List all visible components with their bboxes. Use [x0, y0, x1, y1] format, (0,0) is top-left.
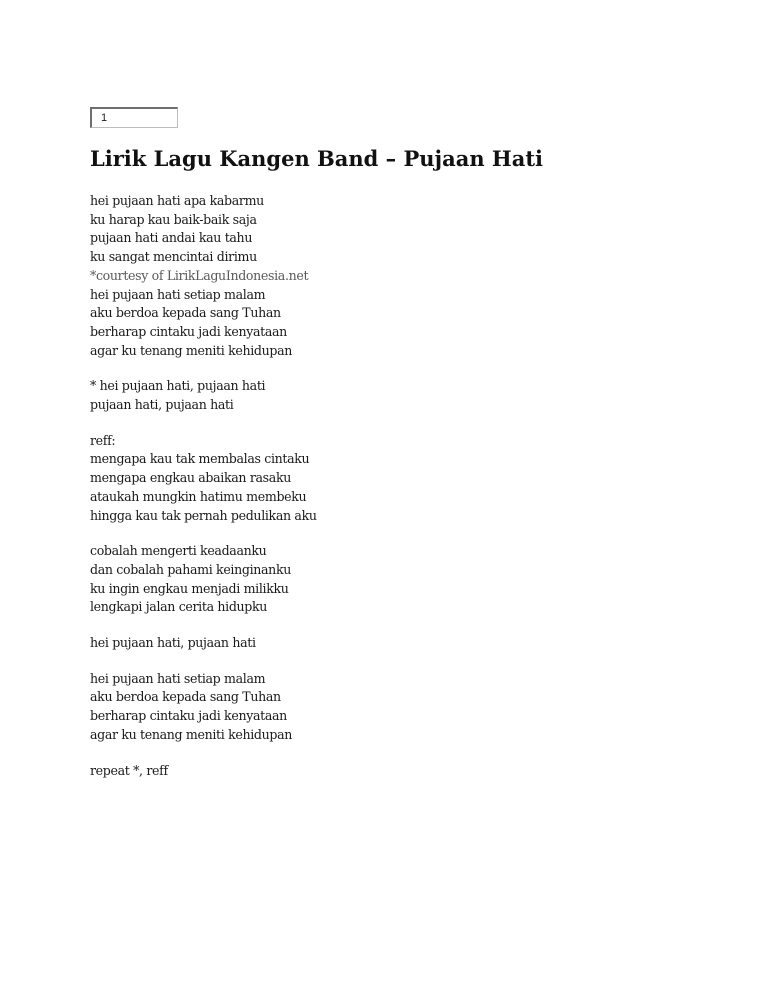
- lyric-line: ku sangat mencintai dirimu: [90, 249, 257, 265]
- lyric-line: mengapa kau tak membalas cintaku: [90, 451, 310, 467]
- lyric-line: hei pujaan hati setiap malam: [90, 286, 266, 302]
- lyric-line: aku berdoa kepada sang Tuhan: [90, 689, 281, 705]
- lyrics-stanza: [90, 762, 317, 781]
- lyrics-stanza: [90, 670, 317, 745]
- lyric-line: lengkapi jalan cerita hidupku: [90, 599, 268, 615]
- reff-label: reff:: [90, 432, 116, 448]
- lyric-line: dan cobalah pahami keinginanku: [90, 561, 291, 577]
- lyrics-stanza: [90, 542, 317, 617]
- lyric-line: cobalah mengerti keadaanku: [90, 543, 267, 559]
- lyric-line: berharap cintaku jadi kenyataan: [90, 323, 287, 339]
- repeat-note: repeat *, reff: [90, 762, 168, 778]
- lyrics-stanza: [90, 634, 317, 653]
- lyric-line: hingga kau tak pernah pedulikan aku: [90, 507, 317, 523]
- lyric-line: agar ku tenang meniti kehidupan: [90, 726, 293, 742]
- page-title: Lirik Lagu Kangen Band – Pujaan Hati: [90, 146, 544, 171]
- lyrics-stanza: [90, 377, 317, 414]
- lyric-line: hei pujaan hati apa kabarmu: [90, 193, 264, 208]
- lyric-line: * hei pujaan hati, pujaan hati: [90, 378, 266, 394]
- lyrics-stanza: [90, 192, 317, 360]
- lyric-line: hei pujaan hati setiap malam: [90, 670, 266, 686]
- lyric-line: pujaan hati andai kau tahu: [90, 230, 253, 246]
- lyric-line: pujaan hati, pujaan hati: [90, 397, 234, 413]
- lyric-line: aku berdoa kepada sang Tuhan: [90, 305, 281, 321]
- lyric-line: ku ingin engkau menjadi milikku: [90, 580, 289, 596]
- lyrics-body: [90, 192, 317, 797]
- lyric-line: hei pujaan hati, pujaan hati: [90, 635, 256, 651]
- lyric-line: berharap cintaku jadi kenyataan: [90, 708, 287, 724]
- lyrics-stanza: [90, 432, 317, 526]
- lyric-line: agar ku tenang meniti kehidupan: [90, 342, 293, 358]
- lyric-line: ataukah mungkin hatimu membeku: [90, 488, 307, 504]
- lyric-line: ku harap kau baik-baik saja: [90, 211, 257, 227]
- courtesy-note: *courtesy of LirikLaguIndonesia.net: [90, 267, 309, 283]
- lyric-line: mengapa engkau abaikan rasaku: [90, 470, 291, 486]
- page-number-input[interactable]: 1: [90, 107, 178, 128]
